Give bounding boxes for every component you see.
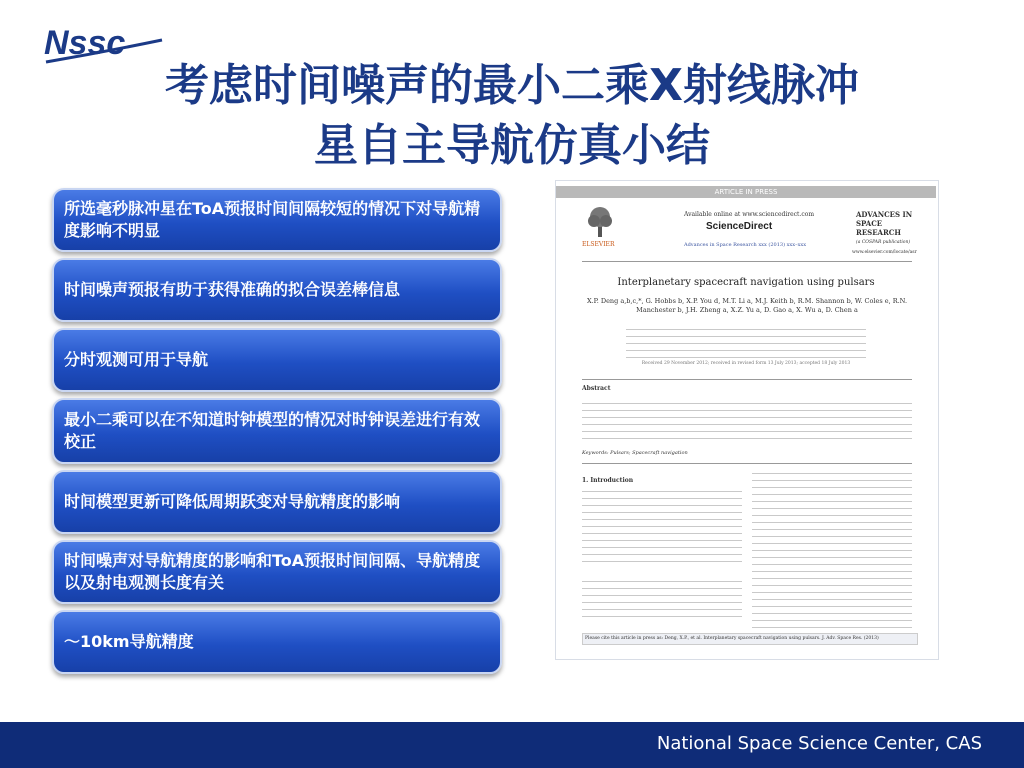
journal-line: Advances in Space Research xxx (2013) xxx–xxx: [684, 242, 807, 248]
page-title-line-1: 考虑时间噪声的最小二乘X射线脉冲: [165, 60, 859, 111]
article-title: Interplanetary spacecraft navigation using pulsars: [617, 277, 875, 288]
page-title-line-2: 星自主导航仿真小结: [314, 120, 710, 171]
elsevier-tree-icon: [584, 205, 616, 239]
intro-right-column: [752, 473, 912, 634]
summary-box-3: 分时观测可用于导航: [52, 328, 502, 392]
abstract-heading: Abstract: [582, 385, 611, 392]
journal-sub: (a COSPAR publication): [856, 240, 911, 245]
journal-name-1: ADVANCES IN: [856, 210, 913, 219]
keywords-line: Keywords: Pulsars; Spacecraft navigation: [582, 450, 688, 456]
intro-left-column: [582, 491, 742, 568]
header-rule: [582, 261, 912, 262]
footer-text: National Space Science Center, CAS: [656, 733, 982, 754]
summary-box-5: 时间模型更新可降低周期跃变对导航精度的影响: [52, 470, 502, 534]
abstract-lines: [582, 403, 912, 445]
available-online: Available online at www.sciencedirect.com: [684, 211, 815, 218]
summary-box-1: 所选毫秒脉冲星在ToA预报时间间隔较短的情况下对导航精度影响不明显: [52, 188, 502, 252]
paper-thumbnail: [555, 180, 939, 660]
journal-name-2: SPACE: [856, 219, 883, 228]
affiliations-lines: [626, 329, 866, 364]
summary-box-6: 时间噪声对导航精度的影响和ToA预报时间间隔、导航精度以及射电观测长度有关: [52, 540, 502, 604]
keywords-rule: [582, 463, 912, 464]
intro-heading: 1. Introduction: [582, 477, 634, 484]
summary-box-4: 最小二乘可以在不知道时钟模型的情况对时钟误差进行有效校正: [52, 398, 502, 464]
article-authors: X.P. Deng a,b,c,*, G. Hobbs b, X.P. You d, M.T. Li a, M.J. Keith b, R.M. Shannon b, W. Coles e, R.N. Manchester b, J.H. Zheng a, X.Z. Yu a, D. Gao a, X. Wu a, D. Chen a: [586, 297, 908, 314]
journal-url: www.elsevier.com/locate/asr: [852, 250, 917, 255]
abstract-rule: [582, 379, 912, 380]
cite-box: Please cite this article in press as: Deng, X.P., et al. Interplanetary spacecraft navigation using pulsars. J. Adv. Space Res. (2013): [582, 633, 918, 645]
svg-text:Nssc: Nssc: [44, 24, 126, 62]
footer-bar: [0, 722, 1024, 768]
article-banner: ARTICLE IN PRESS: [556, 186, 936, 198]
elsevier-label: ELSEVIER: [582, 241, 615, 248]
footnote-lines: [582, 581, 742, 623]
journal-name-3: RESEARCH: [856, 228, 901, 237]
received-line: Received 29 November 2012; received in revised form 13 July 2013; accepted 18 July 2013: [641, 361, 851, 366]
summary-box-2: 时间噪声预报有助于获得准确的拟合误差棒信息: [52, 258, 502, 322]
sciencedirect-logo: ScienceDirect: [706, 221, 773, 232]
summary-box-7: ～10km导航精度: [52, 610, 502, 674]
